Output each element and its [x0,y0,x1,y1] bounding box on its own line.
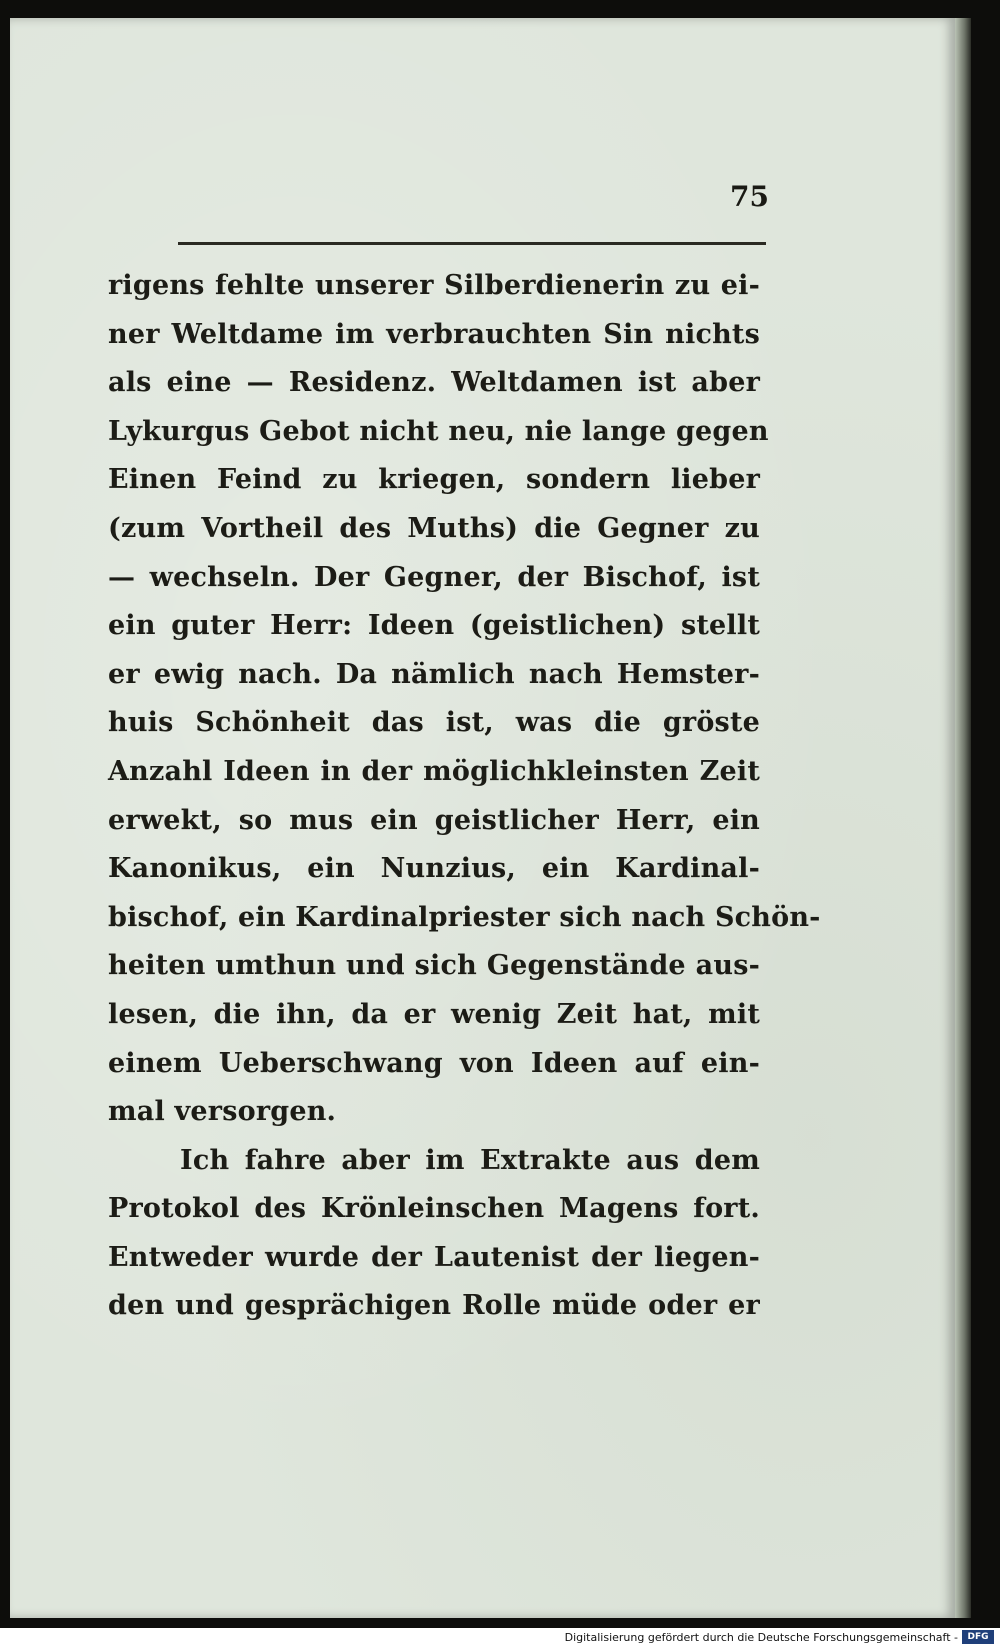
text-line: rigens fehlte unserer Silberdienerin zu ei- [108,270,760,301]
page-edge [955,18,971,1618]
text-line: den und gesprächigen Rolle müde oder er [108,1290,760,1322]
text-line: lesen, die ihn, da er wenig Zeit hat, mit [108,998,760,1030]
text-line: Kanonikus, ein Nunzius, ein Kardinal- [108,853,760,885]
dfg-logo: DFG [962,1630,994,1644]
text-line: erwekt, so mus ein geistlicher Herr, ein [108,804,760,836]
text-line: als eine — Residenz. Weltdamen ist aber [108,367,760,399]
header-rule [178,242,766,245]
text-line: Anzahl Ideen in der möglichkleinsten Zeit [108,755,760,787]
body-text [108,262,821,1331]
text-line: Protokol des Krönleinschen Magens fort. [108,1193,760,1225]
text-line: er ewig nach. Da nämlich nach Hemster- [108,658,760,690]
text-line: Entweder wurde der Lautenist der liegen- [108,1241,760,1273]
text-line: bischof, ein Kardinalpriester sich nach Schön- [108,901,821,933]
text-line: (zum Vortheil des Muths) die Gegner zu [108,512,760,544]
text-line: — wechseln. Der Gegner, der Bischof, ist [108,561,760,593]
text-line: heiten umthun und sich Gegenstände aus- [108,950,760,982]
text-line: Lykurgus Gebot nicht neu, nie lange gegen [108,415,769,447]
page-number: 75 [730,180,769,213]
text-line: ein guter Herr: Ideen (geistlichen) stellt [108,610,760,642]
text-line: Einen Feind zu kriegen, sondern lieber [108,464,760,496]
text-line: ner Weltdame im verbrauchten Sin nichts [108,318,760,350]
text-line: einem Ueberschwang von Ideen auf ein- [108,1047,760,1079]
text-line: mal versorgen. [108,1096,337,1128]
text-line: huis Schönheit das ist, was die gröste [108,707,760,739]
text-line: Ich fahre aber im Extrakte aus dem [180,1144,760,1176]
funding-credit: Digitalisierung gefördert durch die Deutsche Forschungsgemeinschaft - [564,1631,958,1644]
